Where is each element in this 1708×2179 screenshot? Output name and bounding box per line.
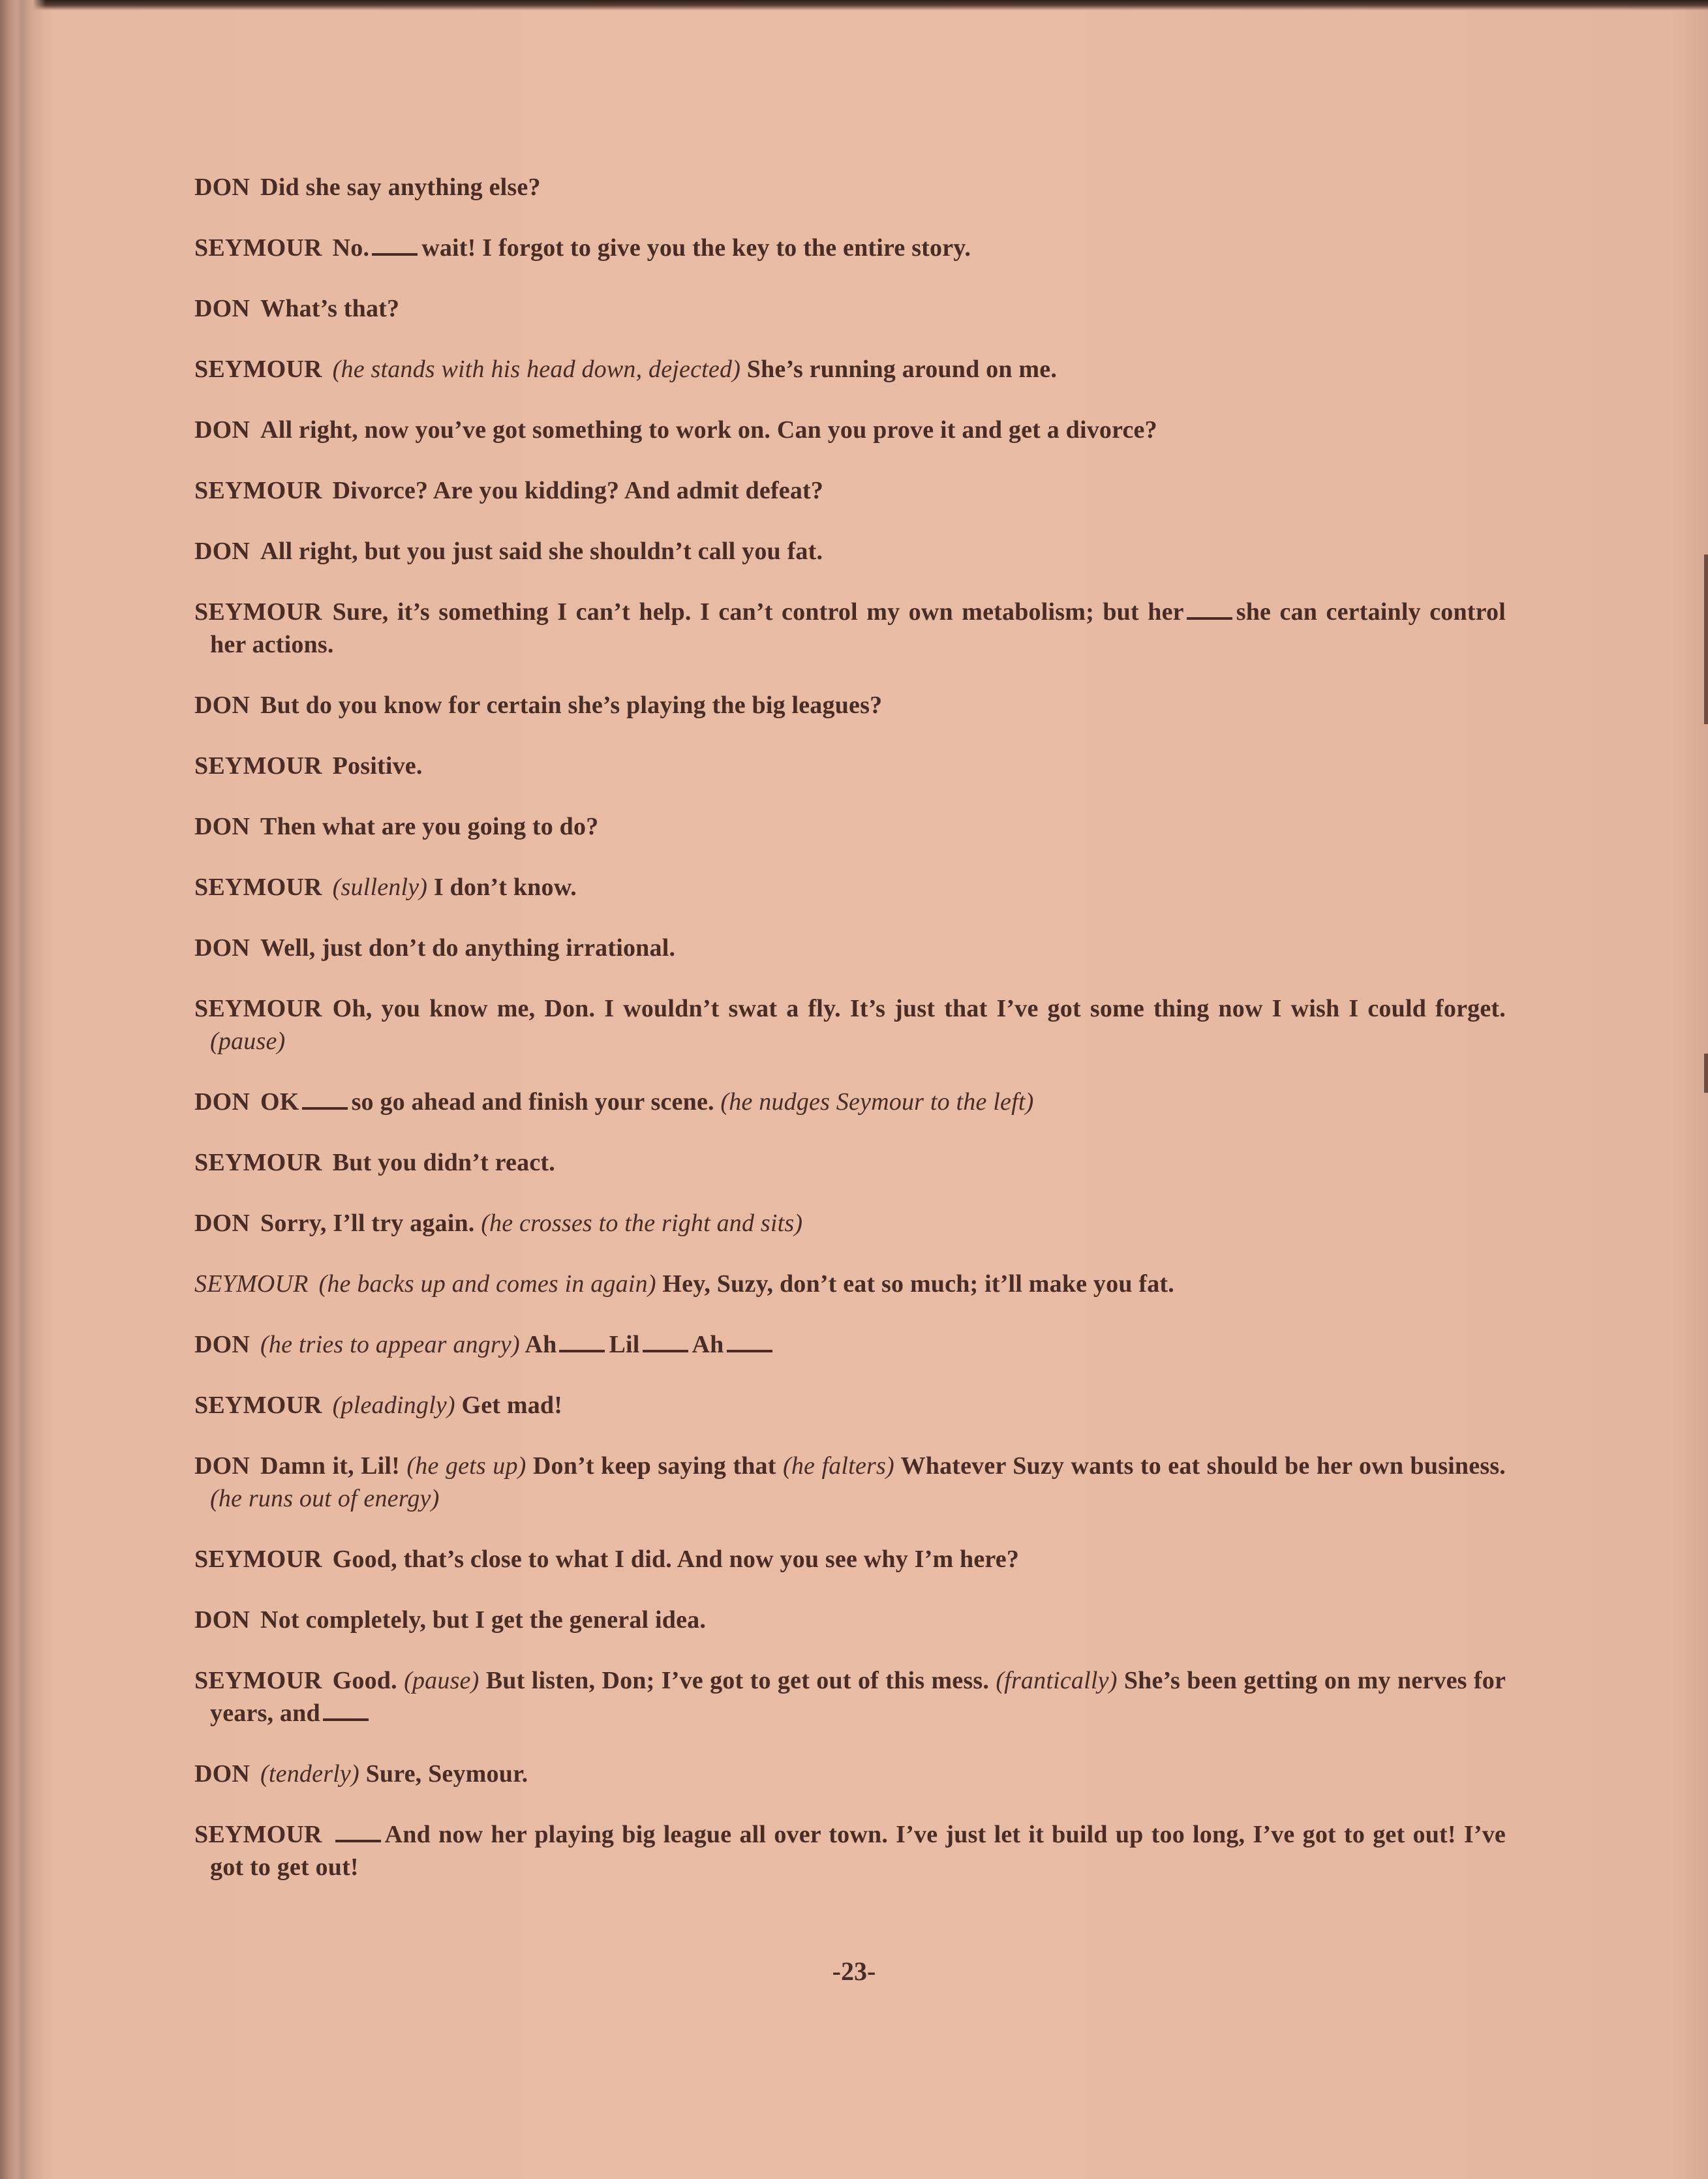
dialogue-text: Get mad! bbox=[461, 1392, 563, 1419]
script-line bbox=[194, 1604, 1506, 1636]
speaker-name: DON bbox=[194, 174, 251, 201]
dialogue-text: But you didn’t react. bbox=[332, 1149, 555, 1176]
stage-direction: (sullenly) bbox=[332, 874, 428, 901]
dialogue-text: All right, but you just said she shouldn’t call you fat. bbox=[260, 538, 823, 565]
script-line bbox=[194, 1758, 1506, 1790]
speaker-name: DON bbox=[194, 1452, 251, 1480]
blank-line bbox=[727, 1343, 772, 1352]
script-body bbox=[194, 171, 1506, 1912]
dialogue-text: But do you know for certain she’s playing the big leagues? bbox=[260, 692, 883, 719]
script-line bbox=[194, 1664, 1506, 1729]
dialogue-text: Sure, Seymour. bbox=[365, 1760, 528, 1788]
speaker-name: DON bbox=[194, 1331, 251, 1358]
speaker-name: DON bbox=[194, 1760, 251, 1788]
speaker-name: DON bbox=[194, 813, 251, 840]
speaker-name: SEYMOUR bbox=[194, 1149, 322, 1176]
dialogue-text: Don’t keep saying that bbox=[532, 1452, 776, 1480]
script-line bbox=[194, 1328, 1506, 1361]
dialogue-text: Then what are you going to do? bbox=[260, 813, 599, 840]
speaker-name: SEYMOUR bbox=[194, 874, 322, 901]
script-line bbox=[194, 689, 1506, 722]
dialogue-text: Oh, you know me, Don. I wouldn’t swat a fly. It’s just that I’ve got some thing now I wish I could forget. bbox=[332, 995, 1506, 1022]
script-line bbox=[194, 535, 1506, 568]
dialogue-text: And now her playing big league all over town. I’ve just let it build up too long, I’ve got to get out! I’ve got to get out! bbox=[210, 1821, 1506, 1881]
speaker-name: DON bbox=[194, 934, 251, 962]
speaker-name: DON bbox=[194, 1210, 251, 1237]
speaker-name: SEYMOUR bbox=[194, 477, 322, 504]
speaker-name: DON bbox=[194, 692, 251, 719]
script-line bbox=[194, 232, 1506, 264]
dialogue-text: OK bbox=[260, 1088, 299, 1116]
right-page-edge-mark bbox=[1704, 555, 1708, 724]
speaker-name: DON bbox=[194, 416, 251, 444]
speaker-name: SEYMOUR bbox=[194, 1270, 309, 1298]
stage-direction: (frantically) bbox=[996, 1667, 1118, 1694]
dialogue-text: Damn it, Lil! bbox=[260, 1452, 401, 1480]
script-line bbox=[194, 871, 1506, 904]
blank-line bbox=[335, 1833, 381, 1842]
stage-direction: (he gets up) bbox=[406, 1452, 526, 1480]
stage-direction: (he nudges Seymour to the left) bbox=[720, 1088, 1034, 1116]
dialogue-text: She’s running around on me. bbox=[746, 356, 1058, 383]
stage-direction: (he backs up and comes in again) bbox=[318, 1270, 656, 1298]
dialogue-text: Divorce? Are you kidding? And admit defeat? bbox=[332, 477, 824, 504]
speaker-name: SEYMOUR bbox=[194, 752, 322, 780]
dialogue-text: Hey, Suzy, don’t eat so much; it’ll make you fat. bbox=[662, 1270, 1174, 1298]
dialogue-text: Whatever Suzy wants to eat should be her own business. bbox=[900, 1452, 1506, 1480]
dialogue-text: No. bbox=[332, 234, 370, 262]
speaker-name: DON bbox=[194, 538, 251, 565]
blank-line bbox=[1187, 611, 1232, 620]
stage-direction: (pause) bbox=[210, 1028, 286, 1055]
blank-line bbox=[559, 1343, 605, 1352]
page-number: -23- bbox=[832, 1957, 876, 1986]
script-line bbox=[194, 932, 1506, 964]
stage-direction: (he runs out of energy) bbox=[210, 1485, 440, 1512]
dialogue-text: Sorry, I’ll try again. bbox=[260, 1210, 475, 1237]
dialogue-text: Positive. bbox=[332, 752, 423, 780]
script-line bbox=[194, 750, 1506, 782]
script-line bbox=[194, 474, 1506, 507]
dialogue-text: But listen, Don; I’ve got to get out of this mess. bbox=[485, 1667, 990, 1694]
script-line bbox=[194, 1389, 1506, 1422]
speaker-name: SEYMOUR bbox=[194, 1392, 322, 1419]
script-line bbox=[194, 1207, 1506, 1240]
stage-direction: (he stands with his head down, dejected) bbox=[332, 356, 741, 383]
stage-direction: (he crosses to the right and sits) bbox=[481, 1210, 803, 1237]
script-line bbox=[194, 292, 1506, 325]
stage-direction: (tenderly) bbox=[260, 1760, 359, 1788]
script-line bbox=[194, 1146, 1506, 1179]
dialogue-text: All right, now you’ve got something to work on. Can you prove it and get a divorce? bbox=[260, 416, 1157, 444]
stage-direction: (pause) bbox=[404, 1667, 480, 1694]
script-line bbox=[194, 1543, 1506, 1576]
speaker-name: SEYMOUR bbox=[194, 1546, 322, 1573]
dialogue-text: she can certainly control her actions. bbox=[210, 598, 1506, 658]
speaker-name: DON bbox=[194, 1606, 251, 1634]
stage-direction: (he falters) bbox=[782, 1452, 894, 1480]
speaker-name: DON bbox=[194, 295, 251, 322]
script-line bbox=[194, 1450, 1506, 1515]
dialogue-text: She’s been getting on my nerves for years, and bbox=[210, 1667, 1506, 1727]
speaker-name: SEYMOUR bbox=[194, 234, 322, 262]
blank-line bbox=[372, 247, 418, 256]
blank-line bbox=[323, 1712, 369, 1721]
script-line bbox=[194, 596, 1506, 661]
script-line bbox=[194, 992, 1506, 1058]
dialogue-text: What’s that? bbox=[260, 295, 400, 322]
speaker-name: SEYMOUR bbox=[194, 1821, 322, 1848]
stage-direction: (pleadingly) bbox=[332, 1392, 455, 1419]
dialogue-text: so go ahead and finish your scene. bbox=[351, 1088, 714, 1116]
dialogue-text: I don’t know. bbox=[433, 874, 577, 901]
script-line bbox=[194, 1268, 1506, 1300]
right-page-edge-mark bbox=[1704, 1054, 1708, 1093]
dialogue-text: wait! I forgot to give you the key to the entire story. bbox=[421, 234, 971, 262]
dialogue-text: Did she say anything else? bbox=[260, 174, 541, 201]
book-spine bbox=[0, 0, 46, 2179]
dialogue-text: Ah bbox=[525, 1331, 557, 1358]
speaker-name: SEYMOUR bbox=[194, 598, 322, 626]
blank-line bbox=[302, 1101, 348, 1110]
script-line bbox=[194, 1086, 1506, 1118]
dialogue-text: Good, that’s close to what I did. And now you see why I’m here? bbox=[332, 1546, 1020, 1573]
script-line bbox=[194, 1818, 1506, 1883]
dialogue-text: Lil bbox=[609, 1331, 640, 1358]
script-line bbox=[194, 810, 1506, 843]
speaker-name: SEYMOUR bbox=[194, 995, 322, 1022]
script-line bbox=[194, 171, 1506, 204]
dialogue-text: Sure, it’s something I can’t help. I can’t control my own metabolism; but her bbox=[332, 598, 1184, 626]
speaker-name: SEYMOUR bbox=[194, 1667, 322, 1694]
blank-line bbox=[643, 1343, 688, 1352]
top-edge-shadow bbox=[0, 0, 1708, 10]
speaker-name: DON bbox=[194, 1088, 251, 1116]
dialogue-text: Good. bbox=[332, 1667, 397, 1694]
speaker-name: SEYMOUR bbox=[194, 356, 322, 383]
dialogue-text: Well, just don’t do anything irrational. bbox=[260, 934, 676, 962]
dialogue-text: Not completely, but I get the general idea. bbox=[260, 1606, 707, 1634]
stage-direction: (he tries to appear angry) bbox=[260, 1331, 520, 1358]
script-line bbox=[194, 353, 1506, 386]
script-line bbox=[194, 414, 1506, 446]
dialogue-text: Ah bbox=[692, 1331, 724, 1358]
